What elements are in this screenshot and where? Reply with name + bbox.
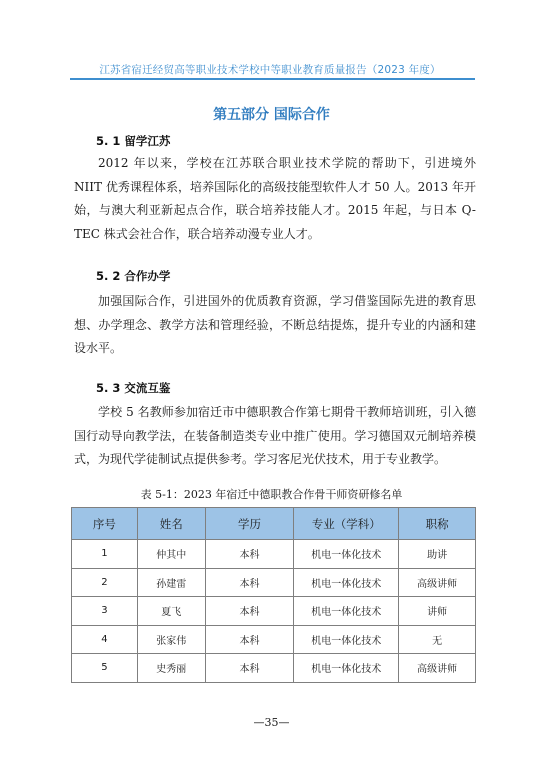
cell-name: 仲其中 (137, 540, 205, 569)
cell-title: 无 (399, 625, 476, 654)
cell-education: 本科 (205, 625, 294, 654)
cell-index: 5 (72, 654, 138, 683)
cell-major: 机电一体化技术 (294, 540, 399, 569)
teacher-roster-table (71, 507, 476, 683)
cell-index: 3 (72, 597, 138, 626)
table-row (72, 568, 476, 597)
section-heading-5-1: 5. 1 留学江苏 (96, 134, 171, 148)
section-paragraph-5-1 (74, 152, 476, 246)
page-number: —35— (253, 716, 290, 729)
section-heading-5-3: 5. 3 交流互鉴 (96, 381, 171, 395)
cell-title: 助讲 (399, 540, 476, 569)
part-title: 第五部分 国际合作 (213, 107, 330, 123)
cell-education: 本科 (205, 597, 294, 626)
cell-education: 本科 (205, 540, 294, 569)
cell-major: 机电一体化技术 (294, 597, 399, 626)
cell-name: 孙建雷 (137, 568, 205, 597)
header-rule (70, 78, 475, 80)
table-row (72, 625, 476, 654)
cell-education: 本科 (205, 654, 294, 683)
cell-title: 讲师 (399, 597, 476, 626)
column-header-major: 专业（学科） (294, 508, 399, 540)
column-header-title: 职称 (399, 508, 476, 540)
cell-major: 机电一体化技术 (294, 568, 399, 597)
cell-title: 高级讲师 (399, 654, 476, 683)
paragraph-text: 学校 5 名教师参加宿迁市中德职教合作第七期骨干教师培训班，引入德国行动导向教学法，在装备制造类专业中推广使用。学习德国双元制培养模式，为现代学徒制试点提供参考。学习客尼光伏技术，用于专业教学。 (74, 405, 476, 467)
table-header-row (72, 508, 476, 540)
cell-title: 高级讲师 (399, 568, 476, 597)
cell-education: 本科 (205, 568, 294, 597)
section-paragraph-5-2 (74, 290, 476, 361)
section-heading-5-2: 5. 2 合作办学 (96, 269, 171, 283)
table-caption: 表 5-1：2023 年宿迁中德职教合作骨干师资研修名单 (140, 488, 403, 501)
paragraph-text: 加强国际合作，引进国外的优质教育资源，学习借鉴国际先进的教育思想、办学理念、教学方法和管理经验，不断总结提炼，提升专业的内涵和建设水平。 (74, 294, 476, 356)
column-header-name: 姓名 (137, 508, 205, 540)
table-row (72, 540, 476, 569)
running-header: 江苏省宿迁经贸高等职业技术学校中等职业教育质量报告（2023 年度） (99, 64, 441, 76)
table-row (72, 597, 476, 626)
table-row (72, 654, 476, 683)
cell-index: 2 (72, 568, 138, 597)
column-header-index: 序号 (72, 508, 138, 540)
cell-name: 夏飞 (137, 597, 205, 626)
section-paragraph-5-3 (74, 401, 476, 472)
cell-name: 史秀丽 (137, 654, 205, 683)
column-header-education: 学历 (205, 508, 294, 540)
cell-index: 1 (72, 540, 138, 569)
cell-major: 机电一体化技术 (294, 654, 399, 683)
cell-major: 机电一体化技术 (294, 625, 399, 654)
cell-index: 4 (72, 625, 138, 654)
paragraph-text: 2012 年以来，学校在江苏联合职业技术学院的帮助下，引进境外 NIIT 优秀课程体系，培养国际化的高级技能型软件人才 50 人。2013 年开始，与澳大利亚新起点合作，联合培养技能人才。2015 年起，与日本 Q-TEC 株式会社合作，联合培养动漫专业人才。 (74, 156, 476, 241)
cell-name: 张家伟 (137, 625, 205, 654)
